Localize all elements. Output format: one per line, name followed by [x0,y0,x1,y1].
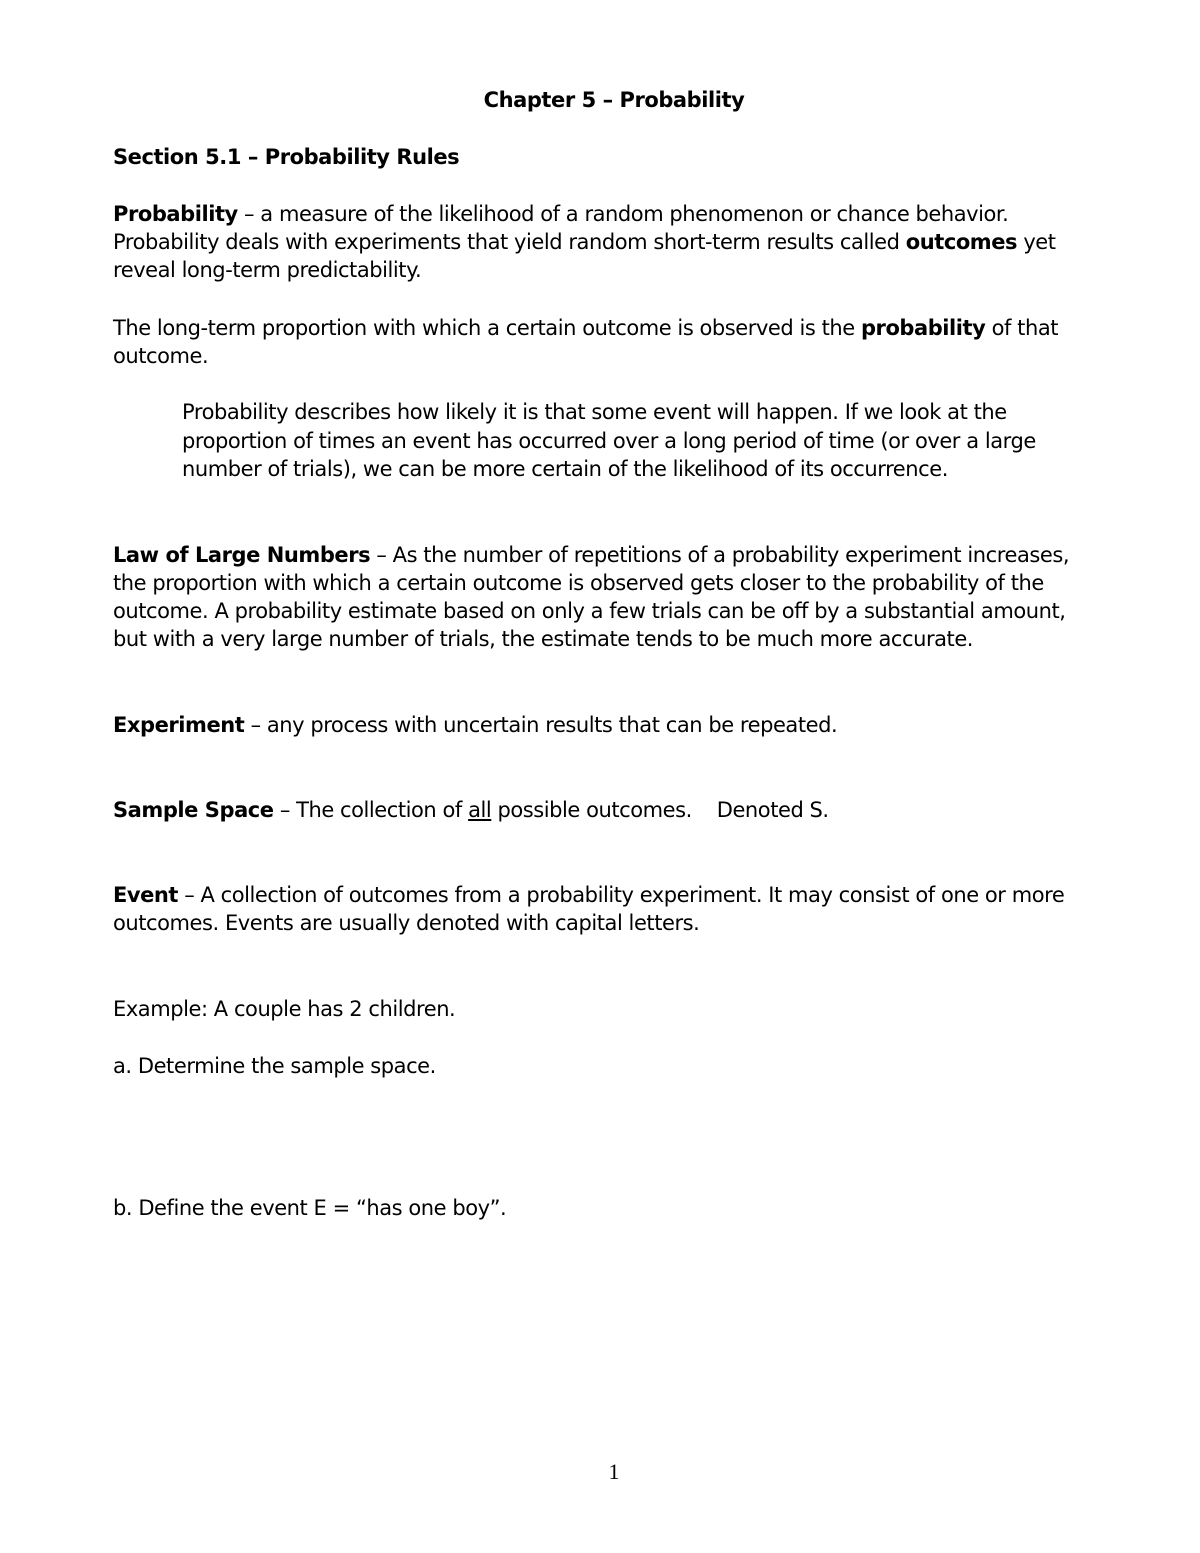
long-term-tail: of that [985,316,1059,340]
chapter-title: Chapter 5 – Probability [483,88,745,112]
experiment-text: – any process with uncertain results that can be repeated. [244,713,838,737]
probability-predictability-line: reveal long-term predictability. [113,258,422,282]
long-term-text: The long-term proportion with which a certain outcome is observed is the [113,316,861,340]
indented-note-line: number of trials), we can be more certain of the likelihood of its occurrence. [182,457,948,481]
example-part-a: a. Determine the sample space. [113,1054,436,1078]
indented-note-line: Probability describes how likely it is that some event will happen. If we look at the [182,400,1007,424]
sample-space-definition [113,796,829,824]
sample-space-text: – The collection of [273,798,469,822]
long-term-outcome-line: outcome. [113,344,209,368]
event-text: – A collection of outcomes from a probability experiment. It may consist of one or more [178,883,1065,907]
probability-term: Probability [113,202,238,226]
event-definition-line: outcomes. Events are usually denoted with capital letters. [113,911,700,935]
probability-outcomes-tail: yet [1017,230,1056,254]
law-large-numbers-term: Law of Large Numbers [113,543,371,567]
law-large-numbers-line [113,541,1069,569]
sample-space-tail: possible outcomes. Denoted S. [491,798,829,822]
experiment-term: Experiment [113,713,245,737]
example-intro: Example: A couple has 2 children. [113,997,456,1021]
law-large-numbers-line: the proportion with which a certain outcome is observed gets closer to the probability of the [113,571,1044,595]
probability-definition-line [113,200,1008,228]
experiment-definition [113,711,837,739]
long-term-proportion-line [113,314,1058,342]
indented-note-line: proportion of times an event has occurred over a long period of time (or over a large [182,429,1036,453]
law-large-numbers-line: but with a very large number of trials, the estimate tends to be much more accurate. [113,627,974,651]
probability-outcomes-line [113,228,1056,256]
section-title: Section 5.1 – Probability Rules [113,145,460,169]
example-part-b: b. Define the event E = “has one boy”. [113,1196,507,1220]
law-large-numbers-line: outcome. A probability estimate based on only a few trials can be off by a substantial amount, [113,599,1066,623]
law-large-numbers-text: – As the number of repetitions of a probability experiment increases, [370,543,1070,567]
probability-definition-text: – a measure of the likelihood of a random phenomenon or chance behavior. [237,202,1009,226]
sample-space-term: Sample Space [113,798,274,822]
event-definition-line [113,881,1064,909]
probability-term-inline: probability [860,316,986,340]
probability-outcomes-text: Probability deals with experiments that yield random short-term results called [113,230,906,254]
event-term: Event [113,883,179,907]
outcomes-term: outcomes [905,230,1018,254]
all-underlined: all [468,798,492,822]
page-number: 1 [608,1459,620,1484]
